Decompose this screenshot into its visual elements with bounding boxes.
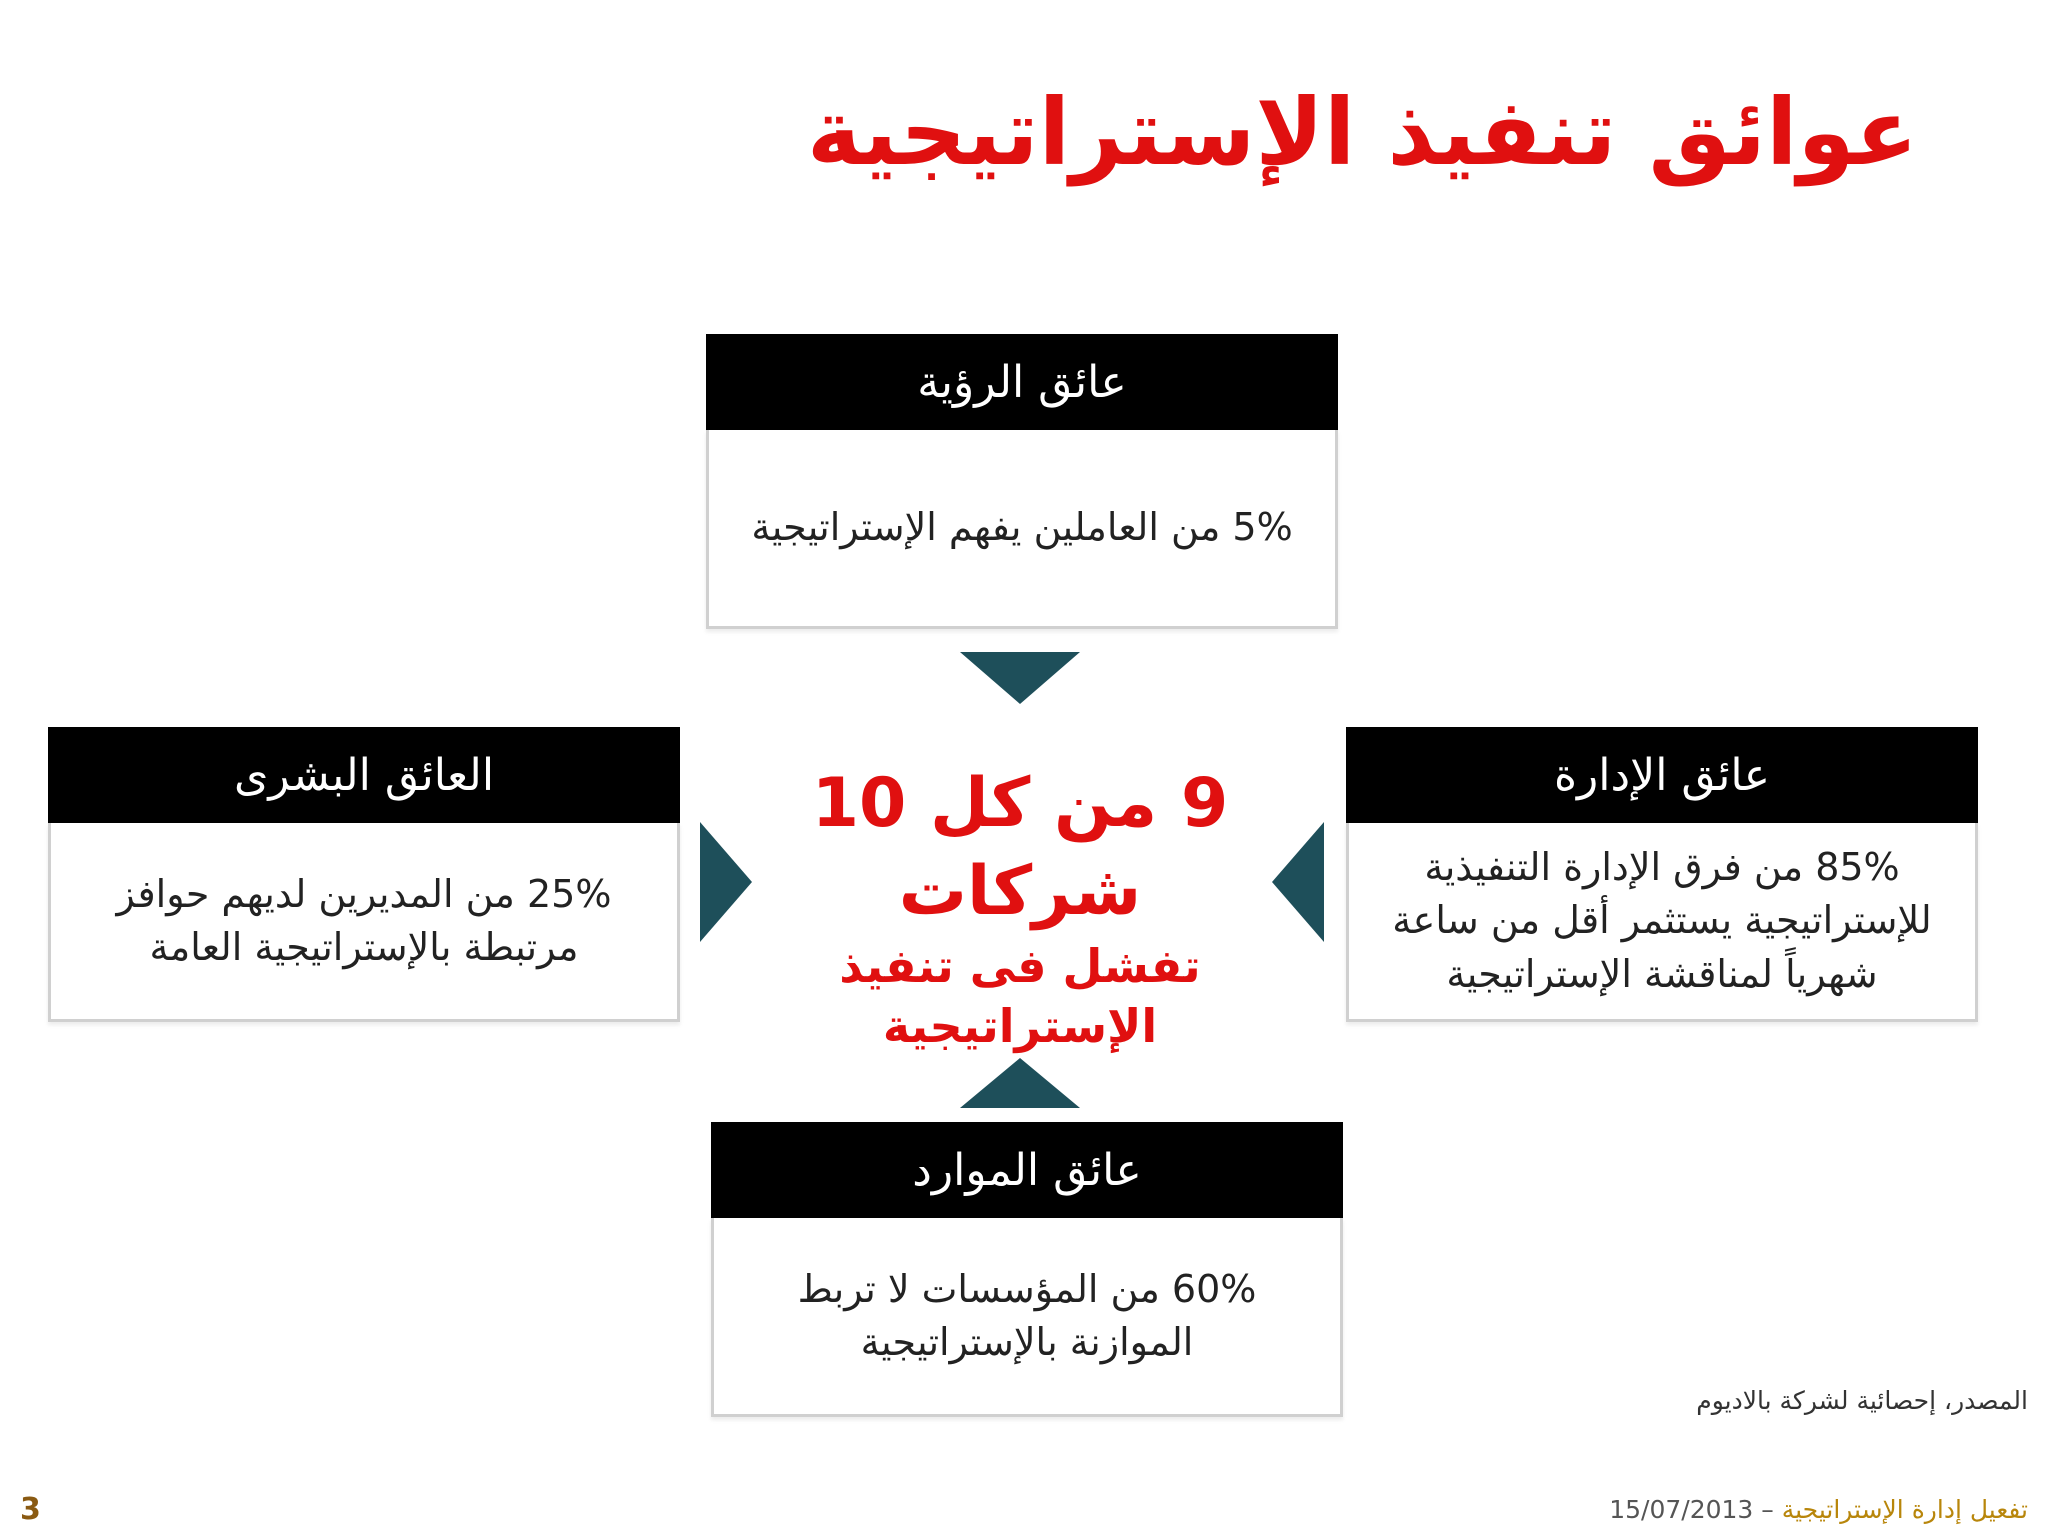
vision-obstacle-box (706, 334, 1338, 629)
human-obstacle-text: 25% من المديرين لديهم حوافز مرتبطة بالإستراتيجية العامة (48, 823, 680, 1022)
footer-date: – 15/07/2013 (1609, 1495, 1782, 1524)
central-statement-line-2: تفشل فى تنفيذ (839, 938, 1201, 993)
vision-obstacle-text: 5% من العاملين يفهم الإستراتيجية (706, 430, 1338, 629)
management-obstacle-header: عائق الإدارة (1346, 727, 1978, 823)
human-obstacle-header: العائق البشرى (48, 727, 680, 823)
source-note: المصدر، إحصائية لشركة بالاديوم (1696, 1386, 2028, 1415)
footer-title: تفعيل إدارة الإستراتيجية (1781, 1495, 2028, 1524)
arrow-up-icon (960, 1058, 1080, 1108)
page-number: 3 (20, 1492, 41, 1527)
vision-obstacle-header: عائق الرؤية (706, 334, 1338, 430)
resources-obstacle-box (711, 1122, 1343, 1417)
management-obstacle-text: 85% من فرق الإدارة التنفيذية للإستراتيجية يستثمر أقل من ساعة شهرياً لمناقشة الإستراتيجية (1346, 823, 1978, 1022)
central-statement (760, 760, 1280, 1056)
management-obstacle-box (1346, 727, 1978, 1022)
footer (1609, 1495, 2028, 1524)
slide-title: عوائق تنفيذ الإستراتيجية (806, 79, 1918, 186)
central-statement-line-1: 9 من كل 10 شركات (811, 764, 1229, 932)
resources-obstacle-header: عائق الموارد (711, 1122, 1343, 1218)
human-obstacle-box (48, 727, 680, 1022)
central-statement-line-3: الإستراتيجية (882, 998, 1158, 1053)
resources-obstacle-text: 60% من المؤسسات لا تربط الموازنة بالإستراتيجية (711, 1218, 1343, 1417)
arrow-right-icon (700, 822, 752, 942)
arrow-down-icon (960, 652, 1080, 704)
